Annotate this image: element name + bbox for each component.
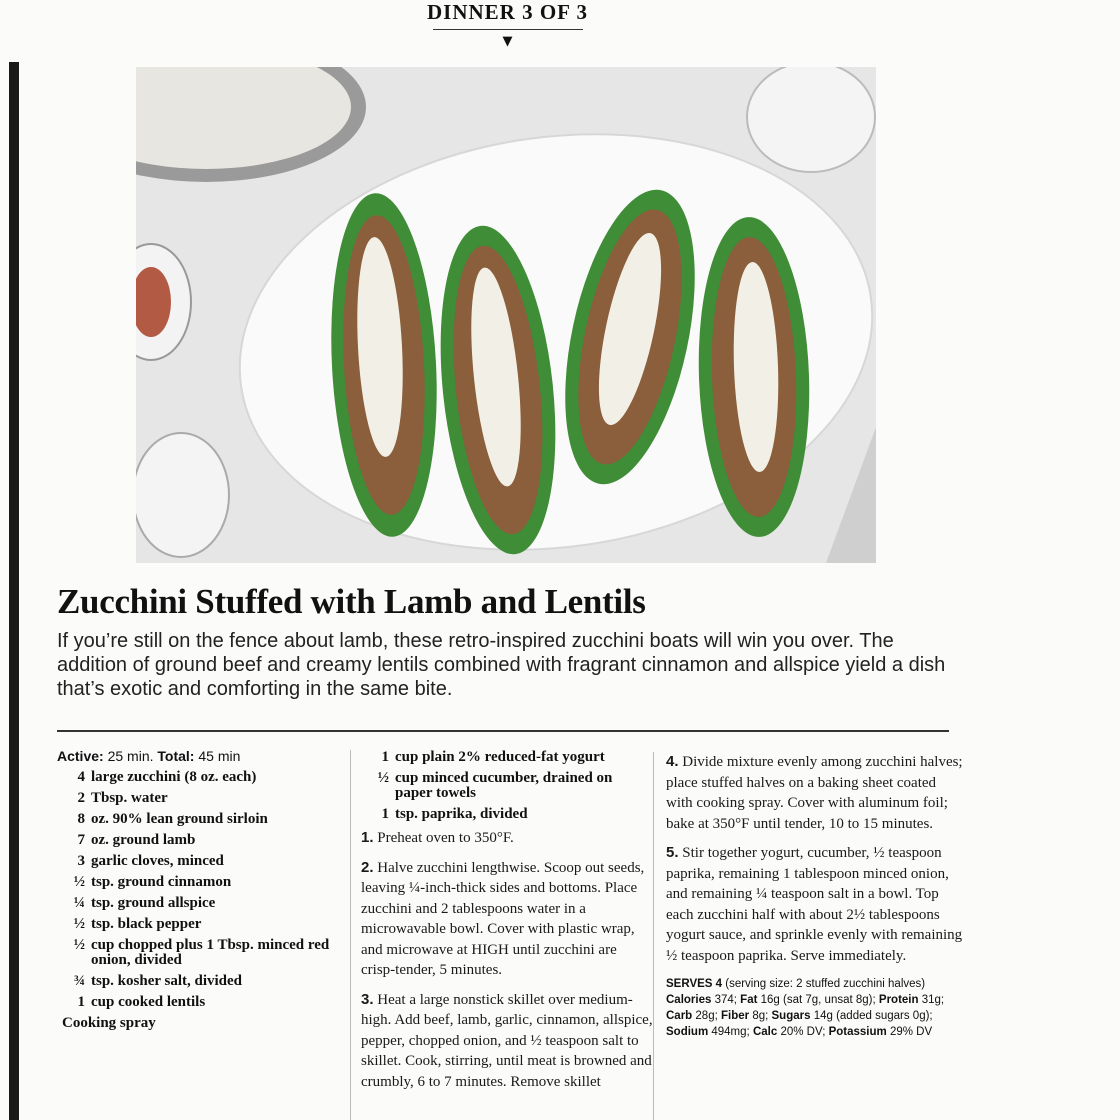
recipe-times	[57, 748, 342, 764]
step-2: 2. Halve zucchini lengthwise. Scoop out seeds, leaving ¼-inch-thick sides and bottoms. Place zucchini and 2 tablespoons water in a microwavable bowl. Cover with plastic wrap, and microwave at HIGH until zucchini are crisp-tender, 5 minutes.	[361, 858, 645, 978]
active-time: 25 min.	[107, 748, 154, 764]
ingredient-item: 1 cup plain 2% reduced-fat yogurt	[381, 749, 605, 765]
step-3: 3. Heat a large nonstick skillet over medium-high. Add beef, lamb, garlic, cinnamon, allspice, pepper, chopped onion, and ½ teaspoon salt to skillet. Cook, stirring, until meat is browned and crumbly, 6 to 7 minutes. Remove skillet	[361, 990, 653, 1090]
ingredient-list-1	[57, 770, 342, 1031]
page-header	[400, 0, 615, 49]
ingredient-item: ¾ tsp. kosher salt, divided	[73, 973, 243, 989]
ingredient-item: ½ tsp. black pepper	[73, 916, 202, 932]
ingredient-item: 2 Tbsp. water	[77, 790, 168, 806]
step-5: 5. Stir together yogurt, cucumber, ½ teaspoon paprika, remaining 1 tablespoon minced onion, and remaining ¼ teaspoon salt in a bowl. Top each zucchini half with about 2½ tablespoons yogurt sauce, and sprinkle evenly with remaining ½ teaspoon paprika. Serve immediately.	[666, 844, 963, 964]
scan-edge	[9, 62, 19, 1120]
water-glass-right	[747, 67, 875, 172]
step-4: 4. Divide mixture evenly among zucchini halves; place stuffed halves on a baking sheet coated with cooking spray. Cover with aluminum foil; bake at 350°F until tender, 10 to 15 minutes.	[666, 753, 963, 832]
recipe-title: Zucchini Stuffed with Lamb and Lentils	[57, 582, 646, 621]
recipe-intro: If you’re still on the fence about lamb, these retro-inspired zucchini boats will win you over. The addition of ground beef and creamy lentils combined with fragrant cinnamon and allspice yield a dish that’s exotic and comforting in the same bite.	[57, 630, 946, 700]
ingredient-item: 8 oz. 90% lean ground sirloin	[77, 811, 268, 827]
ingredient-item: 3 garlic cloves, minced	[77, 853, 224, 869]
ingredient-item: ¼ tsp. ground allspice	[73, 895, 216, 911]
water-glass-left	[136, 433, 229, 557]
total-time-label: Total:	[157, 748, 195, 764]
recipe-photo	[136, 67, 876, 563]
ingredient-item: 1 tsp. paprika, divided	[381, 806, 528, 822]
header-rule	[433, 29, 583, 30]
ingredient-item: 1 cup cooked lentils	[77, 994, 206, 1010]
ingredient-item: ½ tsp. ground cinnamon	[73, 874, 232, 890]
header-label: DINNER 3 OF 3	[427, 0, 588, 24]
section-divider	[57, 730, 949, 732]
total-time: 45 min	[198, 748, 241, 764]
nutrition-info: SERVES 4 (serving size: 2 stuffed zucchini halves) Calories 374; Fat 16g (sat 7g, unsat 8g); Protein 31g; Carb 28g; Fiber 8g; Sugars 14g (added sugars 0g); Sodium 494mg; Calc 20% DV; Potassium 29% DV	[666, 978, 945, 1038]
ingredient-item: 4 large zucchini (8 oz. each)	[77, 769, 257, 785]
ingredient-item: 7 oz. ground lamb	[77, 832, 196, 848]
active-time-label: Active:	[57, 748, 104, 764]
down-arrow-icon: ▼	[502, 34, 513, 49]
ingredient-list-2	[361, 750, 653, 822]
steps-column	[653, 752, 966, 1120]
ingredients-and-steps-column	[350, 750, 653, 1120]
recipe-photo-illustration	[136, 67, 876, 563]
ingredient-item: ½ cup minced cucumber, drained on paper towels	[377, 770, 613, 801]
ingredient-item: Cooking spray	[62, 1015, 156, 1031]
ingredients-column-1	[57, 748, 342, 1037]
step-1: 1. Preheat oven to 350°F.	[361, 829, 514, 846]
ingredient-item: ½ cup chopped plus 1 Tbsp. minced red onion, divided	[73, 937, 330, 968]
